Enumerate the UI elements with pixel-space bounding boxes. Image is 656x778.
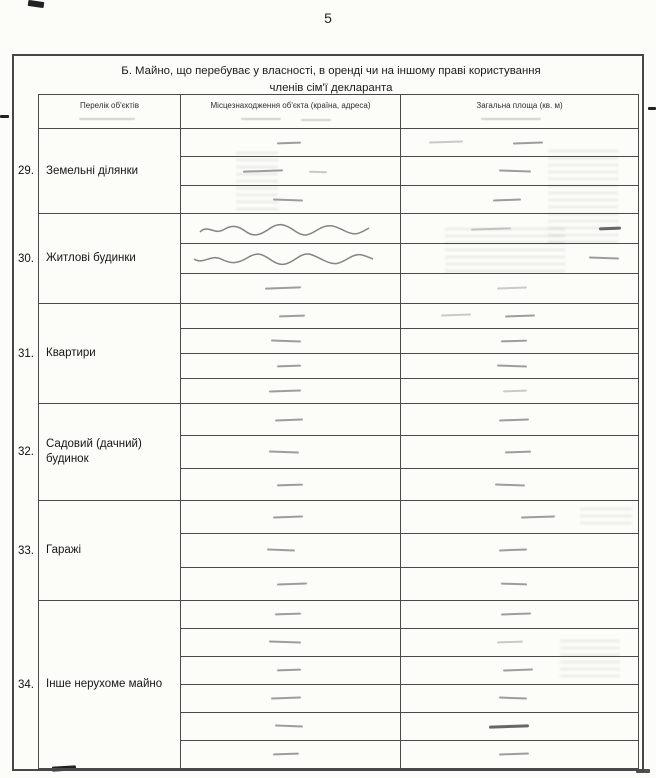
table-title-line1: Б. Майно, що перебуває у власності, в оренді чи на іншому праві користування: [121, 65, 541, 77]
location-cell: [181, 713, 401, 740]
location-cell: [181, 244, 401, 273]
scan-artifact: [0, 115, 9, 118]
sub-row: [181, 601, 638, 628]
area-cell: [401, 568, 638, 600]
row-label-cell: [39, 601, 181, 768]
row-number: 32.: [18, 446, 34, 458]
area-cell: [401, 214, 638, 243]
sub-row: [181, 501, 638, 533]
area-cell: [401, 741, 638, 768]
sub-row: [181, 628, 638, 656]
pen-mark: [503, 390, 527, 393]
area-cell: [401, 713, 638, 740]
scan-smudge: [79, 118, 135, 120]
row-label: Квартири: [46, 347, 96, 360]
area-cell: [401, 685, 638, 712]
area-cell: [401, 657, 638, 684]
pen-mark: [429, 140, 463, 143]
pen-mark: [489, 724, 529, 728]
pen-mark: [243, 170, 283, 173]
area-cell: [401, 601, 638, 628]
area-cell: [401, 354, 638, 378]
row-label: Земельні ділянки: [46, 164, 139, 177]
pen-mark: [505, 451, 531, 454]
pen-mark: [499, 752, 529, 755]
sub-row: [181, 304, 638, 328]
table-row: [18, 403, 638, 500]
column-header-label: Перелік об'єктів: [80, 101, 139, 110]
location-cell: [181, 274, 401, 303]
pen-mark: [269, 640, 301, 643]
area-cell: [401, 244, 638, 273]
location-cell: [181, 657, 401, 684]
row-sublines: [181, 601, 638, 768]
pen-mark: [279, 315, 305, 318]
row-label-cell: [39, 501, 181, 600]
location-cell: [181, 534, 401, 566]
pen-mark: [471, 227, 511, 230]
row-sublines: [181, 214, 638, 303]
row-sublines: [181, 304, 638, 403]
sub-row: [181, 156, 638, 184]
location-cell: [181, 157, 401, 184]
pen-mark: [269, 451, 299, 454]
table-title-line2: членів сім'ї декларанта: [269, 81, 393, 94]
area-cell: [401, 329, 638, 353]
table-row: [18, 303, 638, 403]
sub-row: [181, 129, 638, 156]
location-cell: [181, 354, 401, 378]
pen-mark: [493, 198, 521, 201]
location-cell: [181, 214, 401, 243]
pen-mark: [277, 483, 303, 486]
handwriting-scribble: [191, 250, 376, 268]
pen-mark: [513, 141, 543, 144]
table-title: [44, 63, 618, 96]
area-cell: [401, 129, 638, 156]
handwriting-scribble: [197, 221, 372, 239]
sub-row: [181, 435, 638, 467]
pen-mark: [265, 286, 301, 289]
row-sublines: [181, 501, 638, 600]
sub-row: [181, 378, 638, 403]
location-cell: [181, 304, 401, 328]
sub-row: [181, 567, 638, 600]
scan-smudge: [481, 118, 541, 120]
sub-row: [181, 533, 638, 566]
scan-smudge: [241, 118, 281, 120]
area-cell: [401, 404, 638, 435]
area-cell: [401, 629, 638, 656]
pen-mark: [271, 696, 301, 699]
location-cell: [181, 436, 401, 467]
pen-mark: [275, 725, 303, 728]
area-cell: [401, 274, 638, 303]
sub-row: [181, 353, 638, 378]
table-row: [18, 600, 638, 768]
sub-row: [181, 185, 638, 213]
pen-mark: [495, 483, 525, 486]
table-row: [18, 500, 638, 600]
property-table: [18, 94, 639, 769]
pen-mark: [273, 515, 303, 518]
pen-mark: [497, 364, 527, 367]
area-cell: [401, 501, 638, 533]
row-number: 29.: [18, 165, 34, 177]
column-header-location: [181, 95, 401, 128]
location-cell: [181, 469, 401, 500]
sub-row: [181, 404, 638, 435]
sub-row: [181, 712, 638, 740]
pen-mark: [277, 669, 301, 672]
location-cell: [181, 329, 401, 353]
area-cell: [401, 469, 638, 500]
area-cell: [401, 534, 638, 566]
row-label: Житлові будинки: [46, 252, 136, 265]
pen-mark: [497, 286, 527, 289]
column-header-label: Загальна площа (кв. м): [476, 101, 563, 110]
row-label: Гаражі: [46, 544, 82, 557]
pen-mark: [599, 227, 621, 231]
area-cell: [401, 379, 638, 403]
pen-mark: [501, 582, 527, 585]
pen-mark: [277, 142, 301, 145]
document-frame: [12, 54, 644, 771]
row-label: Садовий (дачний) будинок: [46, 438, 142, 465]
pen-mark: [309, 171, 327, 174]
location-cell: [181, 629, 401, 656]
sub-row: [181, 328, 638, 353]
sub-row: [181, 740, 638, 768]
scan-smudge: [301, 119, 331, 121]
pen-mark: [273, 753, 299, 756]
pen-mark: [269, 389, 301, 392]
pen-mark: [277, 365, 301, 368]
sub-row: [181, 656, 638, 684]
location-cell: [181, 404, 401, 435]
pen-mark: [521, 515, 555, 518]
pen-mark: [271, 339, 301, 342]
row-number: 31.: [18, 347, 34, 360]
table-row: [18, 128, 638, 213]
area-cell: [401, 304, 638, 328]
location-cell: [181, 601, 401, 628]
area-cell: [401, 436, 638, 467]
pen-mark: [501, 612, 531, 615]
table-row: [18, 213, 638, 303]
area-cell: [401, 157, 638, 184]
scan-artifact: [28, 0, 45, 8]
location-cell: [181, 685, 401, 712]
table-header-row: [39, 95, 638, 128]
sub-row: [181, 273, 638, 303]
pen-mark: [499, 170, 531, 173]
pen-mark: [441, 313, 471, 316]
location-cell: [181, 568, 401, 600]
row-label-cell: [39, 129, 181, 213]
column-header-label: Місцезнаходження об'єкта (країна, адреса): [210, 101, 371, 110]
sub-row: [181, 468, 638, 500]
location-cell: [181, 501, 401, 533]
location-cell: [181, 129, 401, 156]
row-sublines: [181, 404, 638, 500]
scan-artifact: [648, 107, 656, 110]
pen-mark: [499, 549, 527, 552]
location-cell: [181, 186, 401, 213]
pen-mark: [499, 418, 529, 421]
row-sublines: [181, 129, 638, 213]
location-cell: [181, 741, 401, 768]
row-number: 33.: [18, 544, 34, 557]
page-number: 5: [324, 10, 332, 26]
pen-mark: [505, 314, 535, 317]
area-cell: [401, 186, 638, 213]
pen-mark: [267, 549, 295, 552]
pen-mark: [275, 419, 303, 422]
pen-mark: [589, 256, 619, 259]
sub-row: [181, 684, 638, 712]
pen-mark: [273, 198, 303, 201]
row-label-cell: [39, 214, 181, 303]
column-header-objects: [39, 95, 181, 128]
sub-row: [181, 214, 638, 243]
sub-row: [181, 243, 638, 273]
row-label-cell: [39, 304, 181, 403]
location-cell: [181, 379, 401, 403]
row-number: 34.: [18, 678, 34, 691]
row-label: Інше нерухоме майно: [46, 678, 163, 691]
column-header-area: [401, 95, 638, 128]
pen-mark: [497, 641, 523, 644]
pen-mark: [277, 582, 307, 585]
pen-mark: [275, 613, 301, 616]
pen-mark: [503, 668, 533, 671]
pen-mark: [499, 697, 527, 700]
row-label-cell: [39, 404, 181, 500]
row-number: 30.: [18, 252, 34, 265]
pen-mark: [501, 340, 527, 343]
